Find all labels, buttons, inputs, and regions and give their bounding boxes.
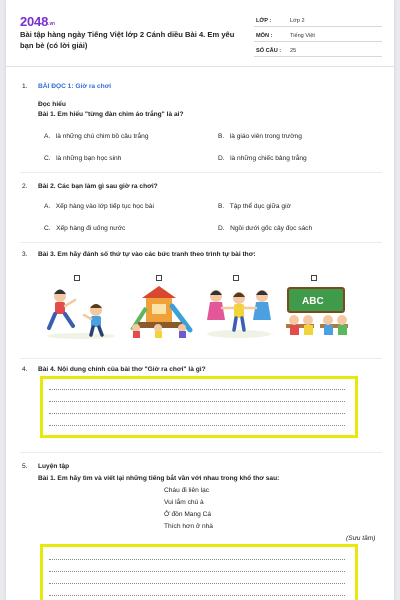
subsection-title: Đọc hiểu — [38, 101, 66, 108]
meta-subject: MÔN : Tiếng Việt — [254, 29, 382, 42]
divider — [20, 242, 382, 243]
poem-line-3: Ở đồn Mang Cá — [164, 511, 212, 518]
answer-box[interactable] — [40, 376, 358, 438]
answer-line[interactable] — [49, 413, 345, 414]
page-header — [6, 0, 394, 64]
playground-picture — [124, 284, 196, 340]
kids-holding-hands-picture — [202, 284, 276, 340]
answer-box[interactable] — [40, 544, 358, 600]
section-title: Luyện tập — [38, 463, 70, 470]
poem-source: (Sưu tầm) — [346, 535, 376, 542]
question-text: Bài 1. Em hãy tìm và viết lại những tiếng bắt vần với nhau trong khổ thơ sau: — [38, 475, 280, 482]
option-a[interactable]: A. Xếp hàng vào lớp tiếp tục học bài — [44, 203, 154, 210]
answer-line[interactable] — [49, 389, 345, 390]
site-logo[interactable]: 2048.vn — [20, 14, 55, 29]
option-c[interactable]: C. Xếp hàng đi uống nước — [44, 225, 126, 232]
order-checkbox-1[interactable] — [74, 275, 80, 281]
question-number: 4. — [22, 366, 28, 373]
option-b[interactable]: B. là giáo viên trong trường — [218, 133, 302, 140]
meta-class: LỚP : Lớp 2 — [254, 14, 382, 27]
divider — [20, 452, 382, 453]
worksheet-page — [6, 0, 394, 600]
order-checkbox-4[interactable] — [311, 275, 317, 281]
option-d[interactable]: D. là những chiếc bảng trắng — [218, 155, 307, 162]
question-number: 2. — [22, 183, 28, 190]
answer-line[interactable] — [49, 583, 345, 584]
order-checkbox-3[interactable] — [233, 275, 239, 281]
question-text: Bài 3. Em hãy đánh số thứ tự vào các bức tranh theo trình tự bài thơ: — [38, 251, 256, 258]
divider — [20, 358, 382, 359]
option-c[interactable]: C. là những bạn học sinh — [44, 155, 122, 162]
kids-playing-picture — [44, 284, 118, 340]
order-checkbox-2[interactable] — [156, 275, 162, 281]
answer-line[interactable] — [49, 559, 345, 560]
answer-line[interactable] — [49, 401, 345, 402]
question-text: Bài 4. Nội dung chính của bài thơ "Giờ ra chơi" là gì? — [38, 366, 206, 373]
answer-line[interactable] — [49, 595, 345, 596]
question-number: 5. — [22, 463, 28, 470]
divider — [20, 172, 382, 173]
question-text: Bài 1. Em hiểu "từng đàn chim áo trắng" là ai? — [38, 111, 184, 118]
header-divider — [6, 66, 394, 67]
option-a[interactable]: A. là những chú chim bồ câu trắng — [44, 133, 149, 140]
question-number: 3. — [22, 251, 28, 258]
poem-line-2: Vui lắm chú à — [164, 499, 204, 506]
option-b[interactable]: B. Tập thể dục giữa giờ — [218, 203, 291, 210]
section-title: BÀI ĐỌC 1: Giờ ra chơi — [38, 83, 112, 90]
poem-line-4: Thích hơn ở nhà — [164, 523, 213, 530]
classroom-picture — [280, 284, 352, 340]
option-d[interactable]: D. Ngồi dưới gốc cây đọc sách — [218, 225, 313, 232]
abc-blackboard-text: ABC — [302, 296, 324, 307]
question-number: 1. — [22, 83, 28, 90]
meta-question-count: SỐ CÂU : 25 — [254, 44, 382, 57]
answer-line[interactable] — [49, 571, 345, 572]
page-title: Bài tập hàng ngày Tiếng Việt lớp 2 Cánh diều Bài 4. Em yêu bạn bè (có lời giải) — [20, 30, 235, 50]
question-text: Bài 2. Các bạn làm gì sau giờ ra chơi? — [38, 183, 158, 190]
poem-line-1: Cháu đi liên lạc — [164, 487, 210, 494]
answer-line[interactable] — [49, 425, 345, 426]
